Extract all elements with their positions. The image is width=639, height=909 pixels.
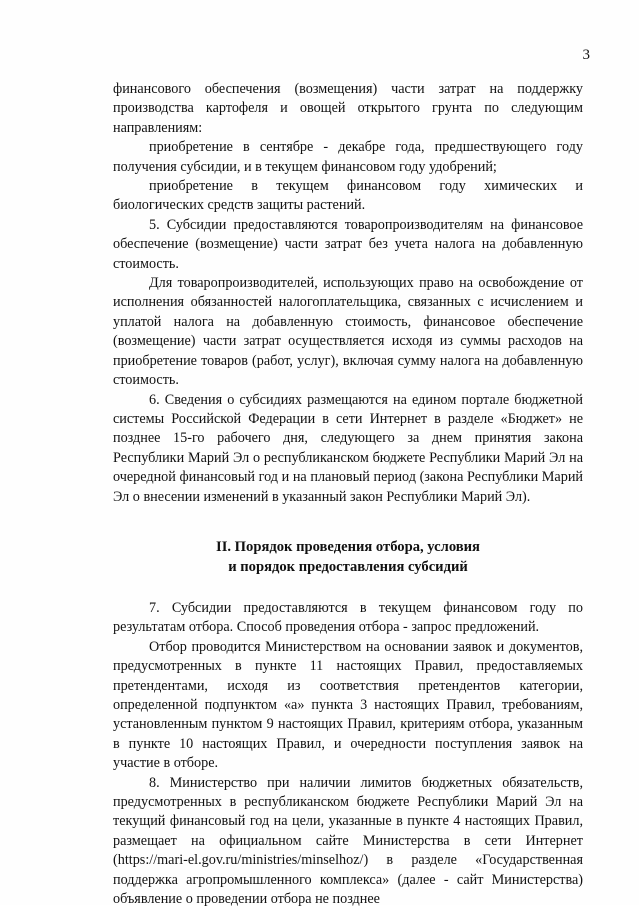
paragraph-vat-exemption: Для товаропроизводителей, использующих право на освобождение от исполнения обязанностей налогоплательщика, связанных с исчислением и уплатой налога на добавленную стоимость, финансовое обеспечение (возмещение) части затрат осуществляется исходя из суммы расходов на приобретение товаров (работ, услуг), включая сумму налога на добавленную стоимость. [113, 275, 583, 389]
paragraph-item-5: 5. Субсидии предоставляются товаропроизводителям на финансовое обеспечение (возмещение) части затрат без учета налога на добавленную стоимость. [113, 216, 583, 272]
paragraph-continuation: финансового обеспечения (возмещения) части затрат на поддержку производства картофеля и овощей открытого грунта по следующим направлениям: [113, 81, 583, 136]
paragraph-plant-protection: приобретение в текущем финансовом году химических и биологических средств защиты растений. [113, 178, 583, 214]
page-number: 3 [582, 47, 590, 63]
section-title-line-1: II. Порядок проведения отбора, условия [216, 538, 480, 555]
paragraph-fertilizers: приобретение в сентябре - декабре года, предшествующего году получения субсидии, и в текущем финансовом году удобрений; [113, 139, 583, 175]
section-title-line-2: и порядок предоставления субсидий [228, 558, 468, 575]
paragraph-item-8: 8. Министерство при наличии лимитов бюджетных обязательств, предусмотренных в республиканском бюджете Республики Марий Эл на текущий финансовый год на цели, указанные в пункте 4 настоящих Правил, размещает на официальном сайте Министерства в сети Интернет (https://mari-el.gov.ru/ministries/minselhoz/) в разделе «Государственная поддержка агропромышленного комплекса» (далее - сайт Министерства) объявление о проведении отбора не позднее [113, 774, 583, 908]
section-title [113, 537, 583, 577]
document-body [113, 80, 583, 909]
paragraph-item-6: 6. Сведения о субсидиях размещаются на едином портале бюджетной системы Российской Федерации в сети Интернет в разделе «Бюджет» не позднее 15-го рабочего дня, следующего за днем принятия закона Республики Марий Эл о республиканском бюджете Республики Марий Эл на очередной финансовый год и на плановый период (закона Республики Марий Эл о внесении изменений в указанный закон Республики Марий Эл). [113, 391, 583, 505]
paragraph-selection-procedure: Отбор проводится Министерством на основании заявок и документов, предусмотренных в пункте 11 настоящих Правил, предоставляемых претендентами, исходя из соответствия претендентов категории, определенной подпунктом «а» пункта 3 настоящих Правил, требованиям, установленным пунктом 9 настоящих Правил, критериям отбора, указанным в пункте 10 настоящих Правил, и очередности поступления заявок на участие в отборе. [113, 638, 583, 772]
paragraph-item-7: 7. Субсидии предоставляются в текущем финансовом году по результатам отбора. Способ проведения отбора - запрос предложений. [113, 599, 583, 636]
